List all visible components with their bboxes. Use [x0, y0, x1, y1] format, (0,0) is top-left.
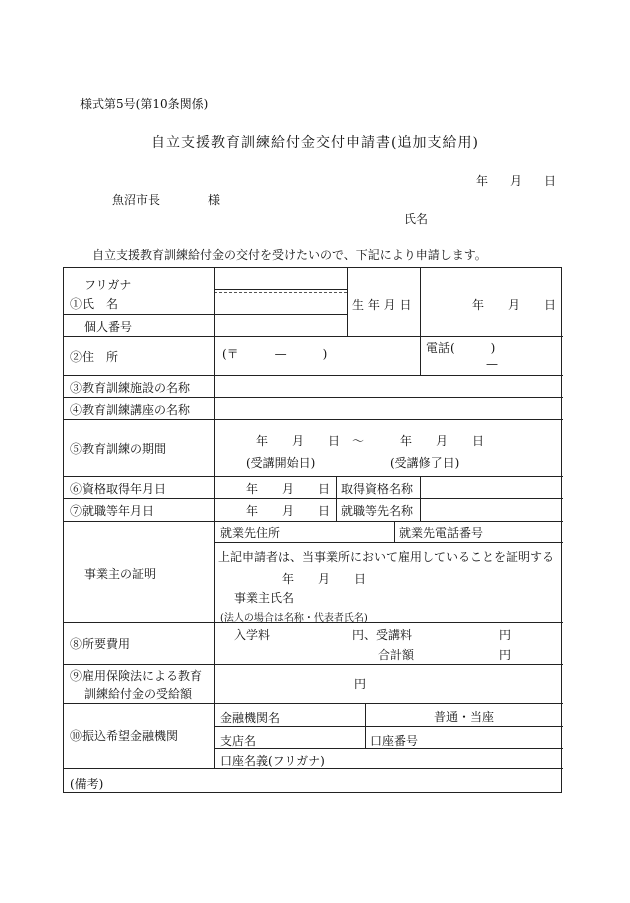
col-line [214, 268, 215, 768]
col-line [336, 476, 337, 521]
phone-label[interactable]: 電話( ) [426, 341, 496, 355]
period-label: ⑤教育訓練の期間 [70, 442, 167, 456]
row-line [64, 664, 563, 665]
form-number: 様式第5号(第10条関係) [80, 97, 209, 111]
period-start-label: (受講開始日) [246, 456, 316, 470]
total-label: 合計額 [378, 648, 415, 662]
col-line [420, 476, 421, 521]
qualification-date-value[interactable]: 年 月 日 [246, 482, 331, 496]
row-line [64, 703, 563, 704]
account-holder-label: 口座名義(フリガナ) [220, 754, 325, 768]
name-label: ①氏 名 [70, 297, 119, 311]
employer-owner-label: 事業主氏名 [234, 591, 295, 605]
employer-phone-label: 就業先電話番号 [399, 526, 484, 540]
row-line [214, 289, 347, 290]
course-label: ④教育訓練講座の名称 [70, 403, 191, 417]
col-line [347, 268, 348, 336]
applicant-name-label: 氏名 [404, 212, 429, 226]
application-form-table [63, 267, 562, 793]
qualification-name-label: 取得資格名称 [341, 482, 414, 496]
account-type[interactable]: 普通・当座 [434, 710, 495, 724]
addressee: 魚沼市長 様 [112, 193, 221, 207]
postal-code[interactable]: (〒 — ) [222, 347, 328, 361]
col-line [365, 703, 366, 748]
row-line [214, 542, 563, 543]
date-year: 年 [476, 174, 489, 188]
admission-fee-label: 入学料 [234, 628, 271, 642]
address-label: ②住 所 [70, 350, 119, 364]
personal-number-label: 個人番号 [84, 320, 133, 334]
branch-label: 支店名 [220, 734, 257, 748]
bank-label: ⑩振込希望金融機関 [70, 729, 179, 743]
bank-name-label: 金融機関名 [220, 711, 281, 725]
application-date[interactable] [476, 172, 556, 189]
corp-note: (法人の場合は名称・代表者氏名) [220, 613, 368, 624]
period-range[interactable]: 年 月 日 ～ 年 月 日 [256, 434, 485, 448]
row-line [64, 419, 563, 420]
row-line [64, 336, 563, 337]
insurance-label-line1: ⑨雇用保険法による教育 [70, 669, 203, 683]
row-line [64, 314, 347, 315]
birth-date-value[interactable]: 年 月 日 [472, 298, 557, 312]
qualification-date-label: ⑥資格取得年月日 [70, 482, 167, 496]
remarks-label: (備考) [70, 777, 104, 791]
employer-address-label: 就業先住所 [220, 526, 281, 540]
row-line [64, 476, 563, 477]
cert-date[interactable]: 年 月 日 [282, 572, 367, 586]
row-line [64, 375, 563, 376]
intro-text: 自立支援教育訓練給付金の交付を受けたいので、下記により申請します。 [92, 248, 487, 262]
row-line [64, 397, 563, 398]
row-line [214, 726, 563, 727]
furigana-label: フリガナ [84, 278, 132, 292]
employer-cert-label: 事業主の証明 [84, 567, 157, 581]
page-title: 自立支援教育訓練給付金交付申請書(追加支給用) [151, 135, 479, 151]
tuition-label: 円、受講料 [352, 628, 413, 642]
col-line [394, 521, 395, 542]
facility-label: ③教育訓練施設の名称 [70, 381, 191, 395]
employment-date-value[interactable]: 年 月 日 [246, 504, 331, 518]
costs-label: ⑧所要費用 [70, 637, 131, 651]
insurance-yen[interactable]: 円 [354, 677, 367, 691]
date-day: 日 [544, 174, 557, 188]
birth-date-label: 生 年 月 日 [352, 298, 412, 312]
col-line [420, 268, 421, 336]
tuition-yen: 円 [499, 628, 512, 642]
furigana-dash [214, 292, 347, 293]
total-yen: 円 [499, 648, 512, 662]
row-line [64, 521, 563, 522]
date-month: 月 [510, 174, 523, 188]
period-end-label: (受講修了日) [390, 456, 460, 470]
row-line [64, 498, 563, 499]
col-line [420, 336, 421, 375]
insurance-label-line2: 訓練給付金の受給額 [84, 687, 193, 701]
account-number-label: 口座番号 [370, 734, 419, 748]
phone-dash: — [486, 357, 498, 371]
cert-statement: 上記申請者は、当事業所において雇用していることを証明する [218, 550, 555, 564]
employer-name-label: 就職等先名称 [341, 504, 414, 518]
employment-date-label: ⑦就職等年月日 [70, 504, 155, 518]
